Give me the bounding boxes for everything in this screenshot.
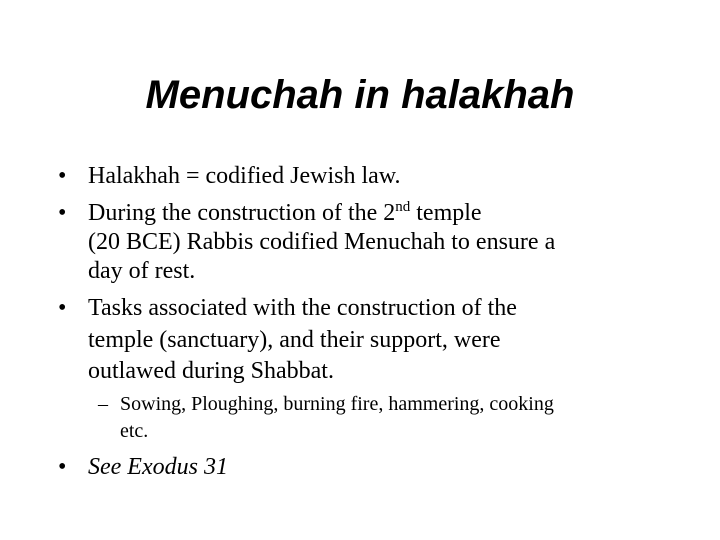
bullet-2-line-3: day of rest. — [88, 258, 196, 284]
slide-title: Menuchah in halakhah — [145, 73, 575, 117]
bullet-1-text: Halakhah = codified Jewish law. — [88, 163, 401, 189]
bullet-3-line-3: outlawed during Shabbat. — [88, 358, 334, 384]
bullet-2-line-2: (20 BCE) Rabbis codified Menuchah to ensure a — [88, 229, 556, 255]
bullet-marker: • — [58, 200, 67, 226]
bullet-marker: • — [58, 163, 67, 189]
bullet-marker: • — [58, 454, 67, 480]
sub-bullet-line-2: etc. — [120, 420, 149, 442]
ordinal-superscript: nd — [395, 199, 411, 215]
bullet-3-line-2: temple (sanctuary), and their support, were — [88, 327, 501, 353]
sub-bullet-marker: – — [98, 393, 108, 415]
bullet-2-line-1-tail: temple — [410, 200, 482, 226]
bullet-2-line-1 — [88, 199, 482, 228]
bullet-3-line-1: Tasks associated with the construction of the — [88, 295, 517, 321]
final-bullet-text: See Exodus 31 — [88, 454, 228, 480]
sub-bullet-line-1: Sowing, Ploughing, burning fire, hammering, cooking — [120, 393, 554, 415]
bullet-marker: • — [58, 295, 67, 321]
bullet-2-line-1-text: During the construction of the 2 — [88, 200, 396, 226]
